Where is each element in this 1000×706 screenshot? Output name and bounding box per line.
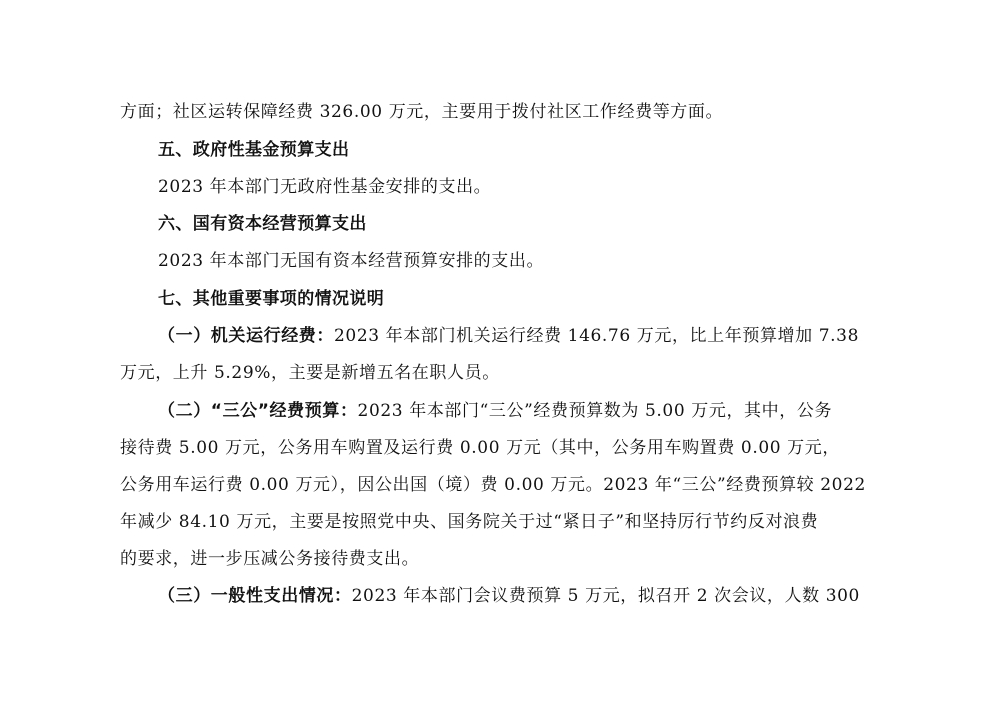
- item-1-text: 2023 年本部门机关运行经费 146.76 万元，比上年预算增加 7.38: [334, 326, 860, 346]
- item-2-line-3: 公务用车运行费 0.00 万元），因公出国（境）费 0.00 万元。2023 年“三公”经费预算较 2022: [120, 475, 866, 495]
- item-2-line-2: 接待费 5.00 万元，公务用车购置及运行费 0.00 万元（其中，公务用车购置费 0.00 万元，: [120, 438, 840, 458]
- item-3-label: （三）一般性支出情况：: [158, 586, 352, 606]
- paragraph-line: 2023 年本部门无国有资本经营预算安排的支出。: [158, 251, 545, 271]
- section-heading-6: 六、国有资本经营预算支出: [158, 214, 367, 234]
- item-2-line-1: [158, 400, 880, 422]
- section-heading-7: 七、其他重要事项的情况说明: [158, 289, 385, 309]
- item-3-text: 2023 年本部门会议费预算 5 万元，拟召开 2 次会议，人数 300: [351, 586, 860, 606]
- item-3-line-1: [158, 585, 880, 607]
- item-2-label: （二）“三公”经费预算：: [158, 401, 358, 421]
- item-2-text: 2023 年本部门“三公”经费预算数为 5.00 万元，其中，公务: [357, 401, 833, 421]
- paragraph-line: 方面；社区运转保障经费 326.00 万元，主要用于拨付社区工作经费等方面。: [120, 102, 724, 122]
- item-1-line-2: 万元，上升 5.29%，主要是新增五名在职人员。: [120, 363, 500, 383]
- paragraph-line: 2023 年本部门无政府性基金安排的支出。: [158, 177, 492, 197]
- item-1-label: （一）机关运行经费：: [158, 326, 334, 346]
- section-heading-5: 五、政府性基金预算支出: [158, 140, 350, 160]
- item-2-line-4: 年减少 84.10 万元，主要是按照党中央、国务院关于过“紧日子”和坚持厉行节约反对浪费: [120, 512, 819, 532]
- item-2-line-5: 的要求，进一步压减公务接待费支出。: [120, 549, 420, 569]
- item-1-line-1: [158, 325, 880, 347]
